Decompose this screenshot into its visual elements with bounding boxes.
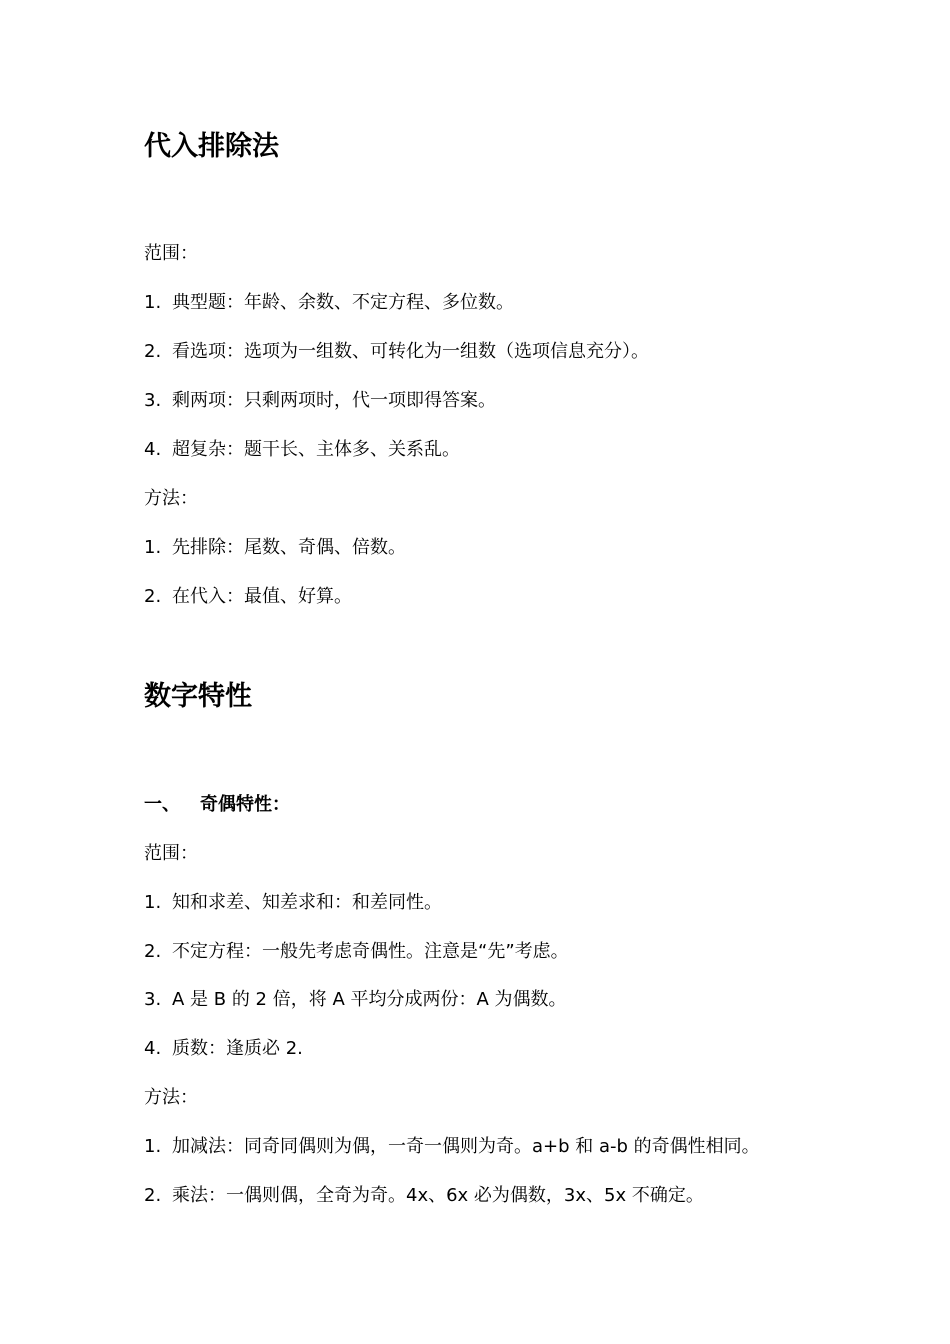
list-text: 看选项：选项为一组数、可转化为一组数（选项信息充分）。 [172,341,649,362]
list-number: 1. [144,537,162,558]
section-title: 数字特性 [144,681,252,712]
list-item [144,536,406,560]
method-label: 方法： [144,1087,198,1108]
list-item [144,891,442,915]
list-number: 1. [144,1136,162,1157]
method-label: 方法： [144,488,198,509]
list-item [144,585,352,609]
list-item [144,1037,303,1061]
list-text: 不定方程：一般先考虑奇偶性。注意是“先”考虑。 [172,941,569,962]
list-text: 加减法：同奇同偶则为偶，一奇一偶则为奇。a+b 和 a-b 的奇偶性相同。 [172,1136,760,1157]
list-number: 1. [144,292,162,313]
list-item [144,1184,704,1208]
list-text: A 是 B 的 2 倍，将 A 平均分成两份：A 为偶数。 [172,989,567,1010]
list-number: 4. [144,439,162,460]
list-number: 3. [144,989,162,1010]
list-number: 2. [144,941,162,962]
list-item [144,291,514,315]
subsection-heading [144,793,290,817]
list-text: 在代入：最值、好算。 [172,586,352,607]
list-number: 2. [144,341,162,362]
list-text: 先排除：尾数、奇偶、倍数。 [172,537,406,558]
list-number: 4. [144,1038,162,1059]
list-item [144,1135,760,1159]
list-item [144,389,496,413]
list-text: 知和求差、知差求和：和差同性。 [172,892,442,913]
list-item [144,940,569,964]
list-item [144,340,649,364]
section-title: 代入排除法 [144,131,279,162]
list-text: 超复杂：题干长、主体多、关系乱。 [172,439,460,460]
list-text: 乘法：一偶则偶，全奇为奇。4x、6x 必为偶数，3x、5x 不确定。 [172,1185,704,1206]
list-text: 剩两项：只剩两项时，代一项即得答案。 [172,390,496,411]
list-number: 2. [144,1185,162,1206]
subsection-number: 一、 [144,794,180,815]
list-number: 2. [144,586,162,607]
list-item [144,438,460,462]
list-number: 3. [144,390,162,411]
list-item [144,988,567,1012]
scope-label: 范围： [144,843,198,864]
list-text: 典型题：年龄、余数、不定方程、多位数。 [172,292,514,313]
scope-label: 范围： [144,243,198,264]
list-number: 1. [144,892,162,913]
list-text: 质数：逢质必 2. [172,1038,303,1059]
subsection-title: 奇偶特性： [200,794,290,815]
